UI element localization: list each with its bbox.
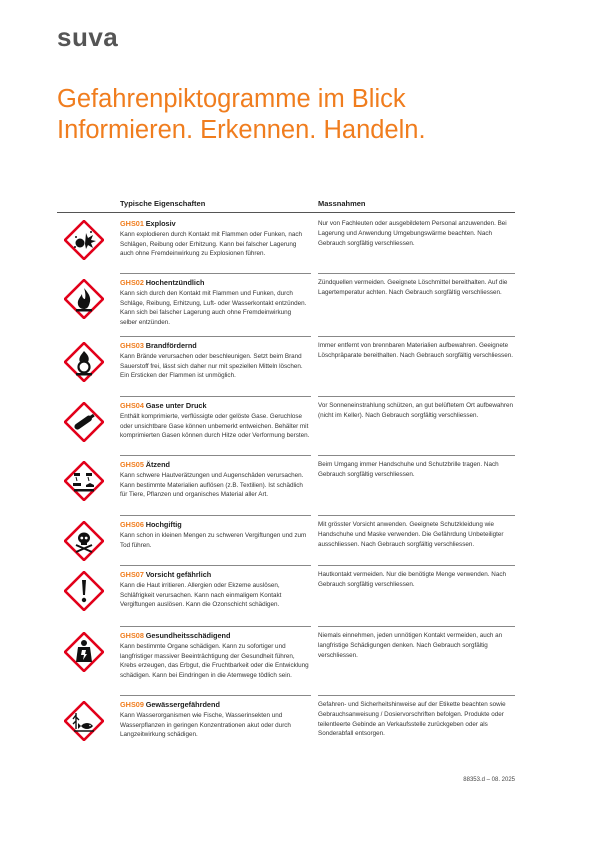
row-divider bbox=[318, 565, 515, 566]
row-divider bbox=[120, 455, 311, 456]
hazard-measures: Zündquellen vermeiden. Geeignete Löschmittel bereithalten. Auf die Lagertemperatur achten. Nach Gebrauch sorgfältig verschliessen. bbox=[318, 279, 508, 296]
row-divider bbox=[318, 695, 515, 696]
skull-crossbones-icon bbox=[64, 521, 104, 561]
hazard-code: GHS08 bbox=[120, 631, 144, 640]
hazard-measures: Niemals einnehmen, jeden unnötigen Kontakt vermeiden, auch an langfristige Schädigungen denken. Nach Gebrauch sorgfältig verschliessen. bbox=[318, 632, 503, 659]
hazard-name: Vorsicht gefährlich bbox=[145, 570, 212, 579]
hazard-code: GHS05 bbox=[120, 460, 144, 469]
row-divider bbox=[120, 336, 311, 337]
row-divider bbox=[120, 273, 311, 274]
hazard-properties: Enthält komprimierte, verflüssigte oder gelöste Gase. Geruchlose oder unsichtbare Gase können unbemerkt entweichen. Behälter mit komprimierten Gasen können durch Hitze oder Verformung bersten. bbox=[120, 412, 310, 440]
hazard-name: Brandfördernd bbox=[145, 341, 197, 350]
row-divider bbox=[318, 396, 515, 397]
page-title bbox=[57, 84, 426, 146]
hazard-measures: Nur von Fachleuten oder ausgebildetem Personal anzuwenden. Bei Lagerung und Anwendung Umgebungswärme beachten. Nach Gebrauch sorgfältig verschliessen. bbox=[318, 220, 507, 247]
flame-over-circle-icon bbox=[64, 342, 104, 382]
column-header-properties: Typische Eigenschaften bbox=[120, 199, 206, 208]
hazard-code: GHS03 bbox=[120, 341, 144, 350]
row-divider bbox=[120, 626, 311, 627]
hazard-properties: Kann bestimmte Organe schädigen. Kann zu sofortiger und langfristiger massiver Beeinträchtigung der Gesundheit führen, Krebs erzeugen, das Erbgut, die Fruchtbarkeit oder die Entwicklung schädigen. Kann bei Eindringen in die Atemwege tödlich sein. bbox=[120, 642, 309, 680]
hazard-measures: Immer entfernt von brennbaren Materialien aufbewahren. Geeignete Löschpräparate bereithalten. Nach Gebrauch sorgfältig verschliessen. bbox=[318, 342, 513, 359]
environment-icon bbox=[64, 701, 104, 741]
row-divider bbox=[318, 515, 515, 516]
row-divider bbox=[120, 396, 311, 397]
column-header-measures: Massnahmen bbox=[318, 199, 366, 208]
corrosion-icon bbox=[64, 461, 104, 501]
hazard-code: GHS07 bbox=[120, 570, 144, 579]
flame-icon bbox=[64, 279, 104, 319]
hazard-name: Gesundheitsschädigend bbox=[145, 631, 231, 640]
row-divider bbox=[318, 336, 515, 337]
suva-logo: suva bbox=[57, 22, 119, 52]
hazard-properties: Kann schwere Hautverätzungen und Augenschäden verursachen. Kann bestimmte Materialien auflösen (z.B. Textilien). Ist schädlich für Tiere, Pflanzen und organisches Material aller Art. bbox=[120, 471, 304, 499]
row-divider bbox=[318, 273, 515, 274]
hazard-name: Explosiv bbox=[145, 219, 176, 228]
hazard-code: GHS02 bbox=[120, 278, 144, 287]
hazard-name: Gase unter Druck bbox=[145, 401, 207, 410]
health-hazard-icon bbox=[64, 632, 104, 672]
row-divider bbox=[120, 515, 311, 516]
row-divider bbox=[318, 455, 515, 456]
hazard-name: Ätzend bbox=[145, 460, 171, 469]
gas-cylinder-icon bbox=[64, 402, 104, 442]
row-divider bbox=[120, 695, 311, 696]
hazard-measures: Gefahren- und Sicherheitshinweise auf der Etikette beachten sowie Gebrauchsanweisung / Dosiervorschriften befolgen. Produkte oder teilentleerte Gebinde an Verkaufsstelle zurückgeben oder als Sonderabfall entsorgen. bbox=[318, 701, 506, 738]
document-number: 88353.d – 08. 2025 bbox=[463, 777, 515, 783]
hazard-measures: Beim Umgang immer Handschuhe und Schutzbrille tragen. Nach Gebrauch sorgfältig verschliessen. bbox=[318, 461, 499, 478]
hazard-code: GHS06 bbox=[120, 520, 144, 529]
hazard-properties: Kann Wasserorganismen wie Fische, Wasserinsekten und Wasserpflanzen in geringen Konzentrationen akut oder durch Langzeitwirkung schädigen. bbox=[120, 711, 291, 739]
title-line-2: Informieren. Erkennen. Handeln. bbox=[57, 116, 426, 144]
hazard-name: Hochgiftig bbox=[145, 520, 182, 529]
header-rule bbox=[57, 212, 515, 213]
exploding-bomb-icon bbox=[64, 220, 104, 260]
hazard-name: Hochentzündlich bbox=[145, 278, 205, 287]
hazard-properties: Kann die Haut irritieren. Allergien oder Ekzeme auslösen, Schläfrigkeit verursachen. Kann nach einmaligem Kontakt Vergiftungen auslösen. Kann die Ozonschicht schädigen. bbox=[120, 581, 282, 609]
hazard-code: GHS01 bbox=[120, 219, 144, 228]
hazard-properties: Kann sich durch den Kontakt mit Flammen und Funken, durch Schläge, Reibung, Erhitzung, Luft- oder Wasserkontakt entzünden. Kann sich bei falscher Lagerung auch ohne Fremdeinwirkung selber entzünden. bbox=[120, 289, 307, 327]
title-line-1: Gefahrenpiktogramme im Blick bbox=[57, 85, 406, 113]
hazard-code: GHS09 bbox=[120, 700, 144, 709]
hazard-measures: Vor Sonneneinstrahlung schützen, an gut belüftetem Ort aufbewahren (nicht im Keller). Nach Gebrauch sorgfältig verschliessen. bbox=[318, 402, 513, 419]
hazard-properties: Kann Brände verursachen oder beschleunigen. Setzt beim Brand Sauerstoff frei, lässt sich daher nur mit speziellen Mitteln löschen. Ein Ersticken der Flammen ist unmöglich. bbox=[120, 352, 303, 380]
row-divider bbox=[318, 626, 515, 627]
hazard-name: Gewässergefährdend bbox=[145, 700, 220, 709]
hazard-measures: Hautkontakt vermeiden. Nur die benötigte Menge verwenden. Nach Gebrauch sorgfältig verschliessen. bbox=[318, 571, 506, 588]
row-divider bbox=[120, 565, 311, 566]
hazard-measures: Mit grösster Vorsicht anwenden. Geeignete Schutzkleidung wie Handschuhe und Maske verwenden. Die Gefährdung Unbeteiligter ausschliessen. Nach Gebrauch sorgfältig verschliessen. bbox=[318, 521, 504, 548]
hazard-properties: Kann schon in kleinen Mengen zu schweren Vergiftungen und zum Tod führen. bbox=[120, 531, 307, 549]
hazard-code: GHS04 bbox=[120, 401, 144, 410]
exclamation-mark-icon bbox=[64, 571, 104, 611]
hazard-properties: Kann explodieren durch Kontakt mit Flammen oder Funken, nach Schlägen, Reibung oder Erhitzung. Kann bei falscher Lagerung auch ohne Fremdeinwirkung zu Explosionen führen. bbox=[120, 230, 303, 258]
